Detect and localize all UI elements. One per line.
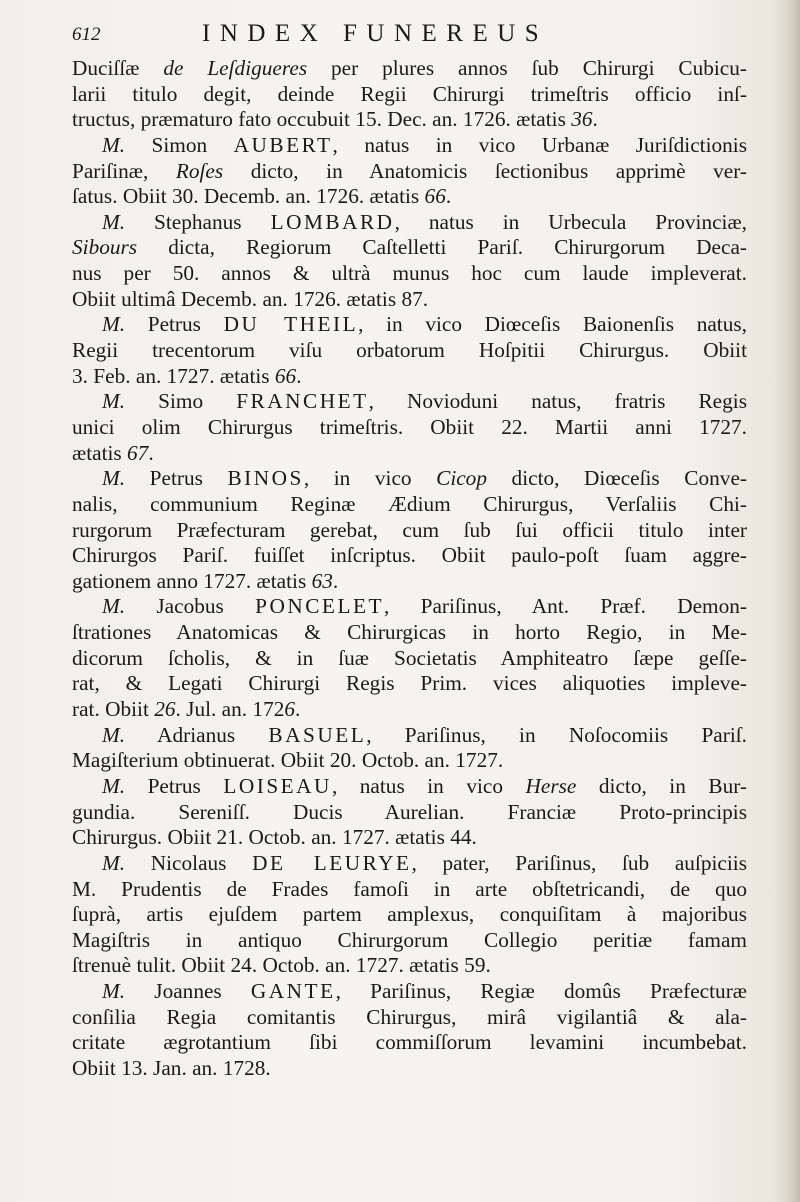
text-segment: . Jul. an. 172 bbox=[175, 697, 285, 722]
surname-text: BASUEL bbox=[268, 722, 367, 747]
text-segment: rat, & Legati Chirurgi Regis Prim. vices aliquoties impleve- bbox=[72, 671, 747, 696]
italic-text: 6 bbox=[284, 697, 296, 722]
text-segment: ſatus. Obiit 30. Decemb. an. 1726. ætatis bbox=[72, 184, 425, 209]
text-segment: Regii trecentorum viſu orbatorum Hoſpitii Chirurgus. Obiit bbox=[72, 338, 747, 363]
text-line bbox=[72, 902, 747, 928]
italic-text: Sibours bbox=[72, 235, 138, 260]
text-line bbox=[72, 82, 747, 108]
surname-text: LOMBARD bbox=[270, 209, 395, 234]
text-segment: , Pariſinus, in Noſocomiis Pariſ. bbox=[366, 722, 747, 747]
running-header bbox=[72, 16, 732, 56]
text-segment: . bbox=[295, 697, 301, 722]
text-line bbox=[72, 748, 747, 774]
page-edge-shadow bbox=[774, 0, 800, 1202]
text-line bbox=[72, 953, 747, 979]
italic-text: Roſes bbox=[175, 158, 224, 183]
text-line bbox=[72, 851, 747, 877]
text-segment: , Pariſinus, Regiæ domûs Præfecturæ bbox=[335, 979, 747, 1004]
text-line bbox=[72, 184, 747, 210]
text-segment: Stephanus bbox=[125, 209, 271, 234]
text-line bbox=[72, 312, 747, 338]
surname-text: LOISEAU bbox=[223, 773, 332, 798]
text-segment: . bbox=[296, 363, 302, 388]
text-segment: Duciſſæ bbox=[72, 56, 164, 80]
text-segment: Jacobus bbox=[125, 594, 256, 619]
text-line bbox=[72, 1030, 747, 1056]
text-line bbox=[72, 210, 747, 236]
text-segment: ſtrationes Anatomicas & Chirurgicas in horto Regio, in Me- bbox=[72, 620, 747, 645]
italic-text: Herse bbox=[525, 773, 577, 798]
text-segment: nalis, communium Reginæ Ædium Chirurgus, Verſaliis Chi- bbox=[72, 491, 747, 516]
text-segment: , Pariſinus, Ant. Præf. Demon- bbox=[383, 594, 747, 619]
surname-text: FRANCHET bbox=[236, 389, 369, 414]
text-line bbox=[72, 594, 747, 620]
text-segment: Pariſinæ, bbox=[72, 158, 176, 183]
text-line bbox=[72, 979, 747, 1005]
text-segment: . bbox=[592, 107, 598, 132]
italic-text: M. bbox=[102, 773, 126, 798]
text-line bbox=[72, 620, 747, 646]
italic-text: de Leſdigueres bbox=[163, 56, 308, 80]
italic-text: M. bbox=[102, 132, 126, 157]
text-segment: , in vico bbox=[303, 466, 437, 491]
text-line bbox=[72, 364, 747, 390]
italic-text: M. bbox=[102, 850, 126, 875]
text-segment: larii titulo degit, deinde Regii Chirurgi trimeſtris officio inſ- bbox=[72, 81, 747, 106]
running-title: INDEX FUNEREUS bbox=[202, 20, 549, 47]
text-line bbox=[72, 800, 747, 826]
text-segment: gundia. Sereniſſ. Ducis Aurelian. Franciæ Proto-principis bbox=[72, 799, 747, 824]
text-segment: dicto, in Bur- bbox=[576, 773, 747, 798]
text-segment: rat. Obiit bbox=[72, 697, 155, 722]
text-line bbox=[72, 697, 747, 723]
text-line bbox=[72, 466, 747, 492]
text-line bbox=[72, 389, 747, 415]
surname-text: DU THEIL bbox=[223, 312, 359, 337]
text-segment: M. Prudentis de Frades famoſi in arte obſtetricandi, de quo bbox=[72, 876, 747, 901]
text-segment: , pater, Pariſinus, ſub auſpiciis bbox=[411, 850, 747, 875]
italic-text: M. bbox=[102, 979, 126, 1004]
surname-text: PONCELET bbox=[255, 594, 384, 619]
text-line bbox=[72, 518, 747, 544]
text-line bbox=[72, 569, 747, 595]
text-segment: per plures annos ſub Chirurgi Cubicu- bbox=[307, 56, 747, 80]
italic-text: M. bbox=[102, 722, 126, 747]
text-segment: Adrianus bbox=[125, 722, 269, 747]
text-segment: . bbox=[445, 184, 452, 209]
italic-text: M. bbox=[102, 312, 126, 337]
text-line bbox=[72, 261, 747, 287]
text-segment: ſtrenuè tulit. Obiit 24. Octob. an. 1727. ætatis 59. bbox=[72, 953, 491, 978]
text-segment: , natus in Urbecula Provinciæ, bbox=[394, 209, 747, 234]
text-segment: Magiſterium obtinuerat. Obiit 20. Octob. an. 1727. bbox=[72, 748, 504, 773]
text-line bbox=[72, 543, 747, 569]
text-line bbox=[72, 825, 747, 851]
text-segment: Petrus bbox=[125, 773, 224, 798]
text-segment: 3. Feb. an. 1727. ætatis bbox=[72, 363, 275, 388]
surname-text: AUBERT bbox=[233, 132, 333, 157]
italic-text: M. bbox=[102, 594, 126, 619]
text-segment: Simon bbox=[125, 132, 234, 157]
text-line bbox=[72, 877, 747, 903]
text-line bbox=[72, 415, 747, 441]
text-line bbox=[72, 1056, 747, 1082]
text-segment: Obiit 13. Jan. an. 1728. bbox=[72, 1055, 271, 1080]
text-line bbox=[72, 107, 747, 133]
text-line bbox=[72, 928, 747, 954]
text-segment: . bbox=[148, 440, 154, 465]
text-line bbox=[72, 774, 747, 800]
text-line bbox=[72, 671, 747, 697]
text-segment: unici olim Chirurgus trimeſtris. Obiit 22. Martii anni 1727. bbox=[72, 414, 747, 439]
text-segment: dicto, in Anatomicis ſectionibus apprimè ver- bbox=[223, 158, 747, 183]
text-line bbox=[72, 133, 747, 159]
italic-text: 36 bbox=[571, 107, 593, 132]
text-segment: , in vico Diœceſis Baionenſis natus, bbox=[358, 312, 747, 337]
italic-text: 67 bbox=[127, 440, 149, 465]
text-segment: Simo bbox=[125, 389, 237, 414]
text-line bbox=[72, 287, 747, 313]
text-segment: ætatis bbox=[72, 440, 128, 465]
text-segment: Petrus bbox=[125, 466, 228, 491]
text-segment: nus per 50. annos & ultrà munus hoc cum laude impleverat. bbox=[72, 261, 747, 286]
text-line bbox=[72, 235, 747, 261]
italic-text: M. bbox=[102, 209, 126, 234]
text-line bbox=[72, 56, 747, 82]
text-segment: Petrus bbox=[125, 312, 224, 337]
text-segment: . bbox=[332, 568, 339, 593]
text-segment: dicto, Diœceſis Conve- bbox=[486, 466, 747, 491]
text-segment: gationem anno 1727. ætatis bbox=[72, 568, 312, 593]
surname-text: GANTE bbox=[250, 979, 336, 1004]
italic-text: M. bbox=[102, 466, 126, 491]
italic-text: 26 bbox=[154, 697, 176, 722]
italic-text: M. bbox=[102, 389, 126, 414]
body-text bbox=[72, 56, 747, 1082]
text-segment: Joannes bbox=[125, 979, 251, 1004]
text-line bbox=[72, 492, 747, 518]
text-segment: critate ægrotantium ſibi commiſſorum levamini incumbebat. bbox=[72, 1030, 747, 1055]
italic-text: 66 bbox=[274, 363, 297, 388]
italic-text: Cicop bbox=[436, 466, 487, 491]
text-line bbox=[72, 441, 747, 467]
surname-text: BINOS bbox=[227, 466, 304, 491]
text-segment: Chirurgus. Obiit 21. Octob. an. 1727. ætatis 44. bbox=[72, 825, 477, 850]
text-segment: Magiſtris in antiquo Chirurgorum Collegio peritiæ famam bbox=[72, 927, 747, 952]
text-line bbox=[72, 723, 747, 749]
surname-text: DE LEURYE bbox=[252, 850, 412, 875]
text-segment: , natus in vico Urbanæ Juriſdictionis bbox=[332, 132, 747, 157]
text-segment: Obiit ultimâ Decemb. an. 1726. ætatis 87. bbox=[72, 286, 429, 311]
text-segment: tructus, præmaturo fato occubuit 15. Dec. an. 1726. ætatis bbox=[72, 107, 572, 132]
text-segment: dicta, Regiorum Caſtelletti Pariſ. Chirurgorum Deca- bbox=[137, 235, 747, 260]
text-line bbox=[72, 159, 747, 185]
text-line bbox=[72, 338, 747, 364]
text-segment: Nicolaus bbox=[125, 850, 253, 875]
text-segment: Chirurgos Pariſ. fuiſſet inſcriptus. Obiit paulo-poſt ſuam aggre- bbox=[72, 543, 747, 568]
text-line bbox=[72, 1005, 747, 1031]
text-segment: , natus in vico bbox=[331, 773, 526, 798]
text-segment: , Novioduni natus, fratris Regis bbox=[368, 389, 747, 414]
text-segment: rurgorum Præfecturam gerebat, cum ſub ſui officii titulo inter bbox=[72, 517, 747, 542]
text-segment: ſuprà, artis ejuſdem partem amplexus, conquiſitam à majoribus bbox=[72, 902, 747, 927]
text-line bbox=[72, 646, 747, 672]
italic-text: 63 bbox=[311, 568, 333, 593]
text-segment: dicorum ſcholis, & in ſuæ Societatis Amphiteatro ſæpe geſſe- bbox=[72, 645, 747, 670]
text-segment: conſilia Regia comitantis Chirurgus, mirâ vigilantiâ & ala- bbox=[72, 1004, 747, 1029]
page-number: 612 bbox=[72, 24, 101, 45]
italic-text: 66 bbox=[424, 184, 446, 209]
